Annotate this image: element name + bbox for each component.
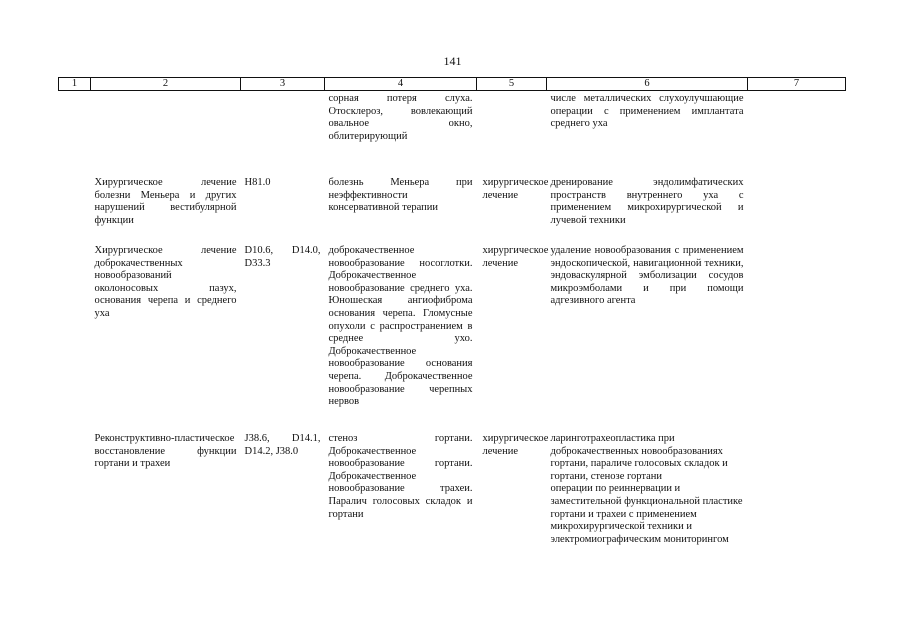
column-header-3: 3 [241, 78, 325, 91]
cell-method: дренирование эндолимфатических пространств внутреннего уха с применением микрохирургической и лучевой техники [550, 177, 744, 226]
table-row [59, 177, 846, 245]
column-header-5: 5 [477, 78, 547, 91]
column-header-6: 6 [547, 78, 748, 91]
cell-index [59, 91, 91, 178]
cell-treatment [477, 91, 547, 178]
cell-index [59, 177, 91, 245]
cell-code: D10.6, D14.0, D33.3 [244, 245, 321, 269]
cell-method: числе металлических слухоулучшающие операции с применением имплантата среднего уха [550, 93, 744, 130]
cell-treatment: хирургическое лечение [482, 177, 549, 201]
cell-code [241, 91, 325, 178]
cell-extra [748, 433, 846, 583]
cell-treatment: хирургическое лечение [482, 245, 549, 269]
page-number: 141 [443, 54, 462, 68]
cell-name: Хирургическое лечение доброкачественных новообразований околоносовых пазух, основания черепа и среднего уха [94, 245, 237, 319]
table-row [59, 433, 846, 583]
column-numbers-header [59, 78, 846, 91]
cell-model: доброкачественное новообразование носоглотки. Доброкачественное новообразование среднего уха. Юношеская ангиофиброма основания черепа. Гломусные опухоли с распространением в среднее ухо. Доброкачественное новообразование основания черепа. Доброкачественное новообразование черепных нервов [328, 245, 473, 408]
cell-model: стеноз гортани. Доброкачественное новообразование гортани. Доброкачественное новообразование трахеи. Паралич голосовых складок и гортани [328, 433, 473, 520]
column-header-2: 2 [91, 78, 241, 91]
cell-model: сорная потеря слуха. Отосклероз, вовлекающий овальное окно, облитерирующий [328, 93, 473, 142]
column-header-4: 4 [325, 78, 477, 91]
table-row-continuation [59, 91, 846, 178]
table-row [59, 245, 846, 433]
cell-code: H81.0 [244, 177, 271, 188]
cell-name [91, 91, 241, 178]
header-row [59, 78, 846, 91]
cell-index [59, 433, 91, 583]
cell-name: Хирургическое лечение болезни Меньера и других нарушений вестибулярной функции [94, 177, 237, 226]
cell-name: Реконструктивно-пластическое восстановление функции гортани и трахеи [94, 433, 237, 470]
cell-extra [748, 177, 846, 245]
cell-extra [748, 91, 846, 178]
column-header-1: 1 [59, 78, 91, 91]
cell-method [547, 433, 748, 583]
method-paragraph: операции по реиннервации и заместительной функциональной пластике гортани и трахеи с применением микрохирургической техники и электромиографическим мониторингом [550, 483, 743, 545]
cell-treatment: хирургическое лечение [482, 433, 549, 457]
method-paragraph: ларинготрахеопластика при доброкачественных новообразованиях гортани, параличе голосовых складок и гортани, стенозе гортани [550, 433, 728, 482]
cell-model: болезнь Меньера при неэффективности консервативной терапии [328, 177, 473, 214]
cell-code: J38.6, D14.1, D14.2, J38.0 [244, 433, 321, 457]
cell-index [59, 245, 91, 433]
cell-extra [748, 245, 846, 433]
cell-method: удаление новообразования с применением эндоскопической, навигационной техники, эндоваскулярной эмболизации сосудов микроэмболами и при помощи адгезивного агента [550, 245, 744, 307]
column-header-7: 7 [748, 78, 846, 91]
medical-care-table [58, 77, 846, 583]
